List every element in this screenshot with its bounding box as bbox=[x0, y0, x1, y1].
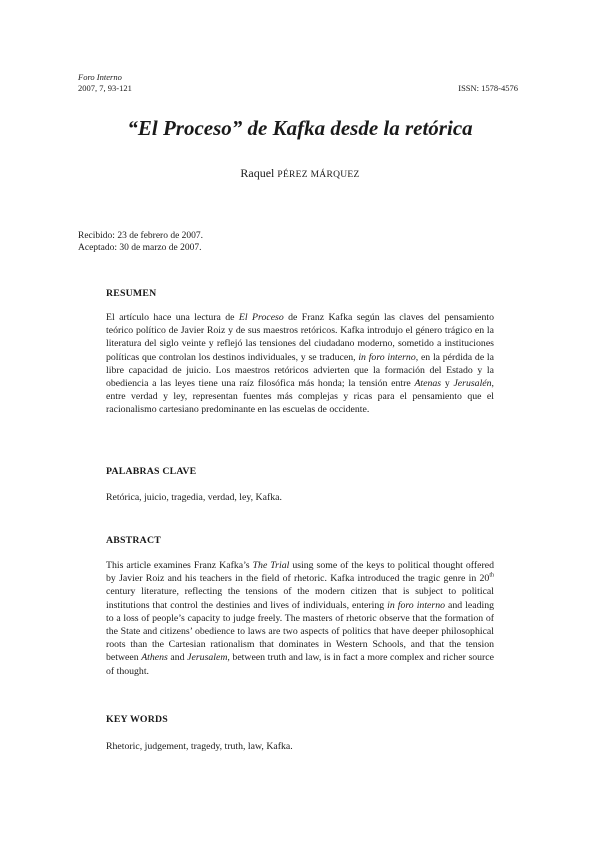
resumen-text bbox=[106, 311, 494, 417]
resumen-italic: Atenas bbox=[414, 378, 442, 390]
resumen-span: y bbox=[441, 378, 454, 390]
resumen-span: de Franz Kafka según las claves del pensamiento teórico político de Javier Roiz y de sus maestros retóricos. Kafka introdujo el género trágico en la literatura del siglo veinte y reflejó las tensiones del ciudadano moderno, sometido a instituciones políticas que controlan los destinos individuales, y se traducen, bbox=[106, 312, 494, 363]
abstract-span: using some of the keys to political thought offered by Javier Roiz and his teachers in the field of rhetoric. Kafka introduced the tragic genre in 20 bbox=[106, 560, 494, 585]
resumen-span: , en la pérdida de la libre capacidad de juicio. Los maestros retóricos advierten que la formación del Estado y la obediencia a las leyes tiene una raíz filosófica más honda; la tensión entre bbox=[106, 351, 494, 390]
palabras-clave-heading: PALABRAS CLAVE bbox=[106, 466, 197, 477]
accepted-date: Aceptado: 30 de marzo de 2007. bbox=[78, 243, 202, 253]
abstract-span: , between truth and law, is in fact a more complex and richer source of thought. bbox=[106, 652, 495, 677]
resumen-span: El artículo hace una lectura de bbox=[106, 312, 239, 323]
key-words-text: Rhetoric, judgement, tragedy, truth, law, Kafka. bbox=[106, 741, 293, 752]
author-first-name: Raquel bbox=[240, 166, 278, 180]
journal-info bbox=[78, 72, 132, 94]
abstract-span: This article examines Franz Kafka’s bbox=[106, 560, 253, 571]
resumen-italic: El Proceso bbox=[238, 312, 284, 323]
resumen-italic: Jerusalén bbox=[453, 378, 492, 390]
abstract-superscript: th bbox=[489, 572, 494, 579]
journal-volume: 2007, 7, 93-121 bbox=[78, 83, 132, 93]
abstract-span: century literature, reflecting the tensions of the modern citizen that is subject to political institutions that control the destinies and lives of individuals, entering bbox=[106, 586, 494, 611]
received-date: Recibido: 23 de febrero de 2007. bbox=[78, 231, 204, 241]
abstract-italic: Jerusalem bbox=[187, 652, 228, 664]
abstract-italic: The Trial bbox=[252, 560, 290, 571]
author-name bbox=[0, 166, 600, 181]
abstract-heading: ABSTRACT bbox=[106, 535, 161, 546]
abstract-italic: in foro interno bbox=[387, 599, 446, 611]
abstract-text bbox=[106, 559, 494, 678]
abstract-italic: Athens bbox=[141, 652, 168, 664]
issn: ISSN: 1578-4576 bbox=[458, 83, 518, 93]
resumen-heading: RESUMEN bbox=[106, 288, 157, 299]
palabras-clave-text: Retórica, juicio, tragedia, verdad, ley, Kafka. bbox=[106, 492, 282, 503]
resumen-italic: in foro interno bbox=[358, 351, 416, 363]
abstract-span: and leading to a loss of people’s capacity to judge freely. The masters of rhetoric observe that the formation of the State and citizens’ obedience to laws are two aspects of politics that have deeper philosophical roots than the Cartesian rationalism that dominates in Western Schools, and that the tension between bbox=[106, 599, 494, 664]
author-last-name: PÉREZ MÁRQUEZ bbox=[277, 170, 360, 180]
article-title: “El Proceso” de Kafka desde la retórica bbox=[127, 116, 473, 140]
abstract-span: and bbox=[167, 652, 188, 664]
submission-dates bbox=[78, 230, 203, 254]
resumen-span: , entre verdad y ley, representan fuentes más complejas y ricas para el pensamiento que el racionalismo cartesiano predominante en las escuelas de occidente. bbox=[106, 378, 494, 416]
journal-name: Foro Interno bbox=[78, 72, 122, 82]
key-words-heading: KEY WORDS bbox=[106, 714, 168, 725]
